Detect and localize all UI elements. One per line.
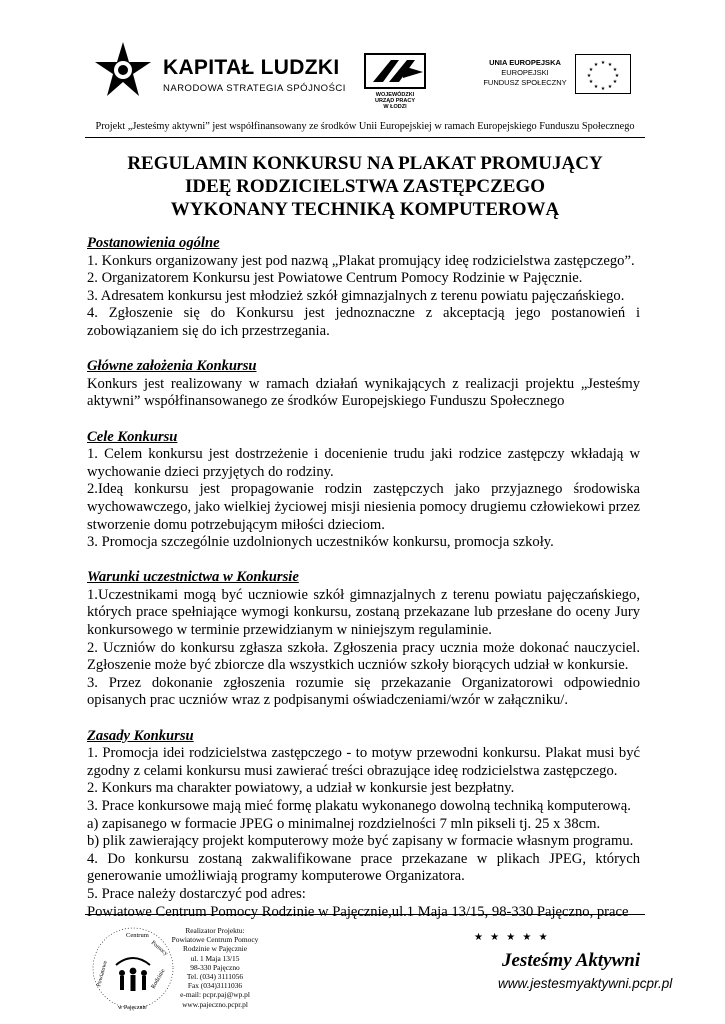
seal-text-bottom: w Pajęcznie xyxy=(118,1005,147,1011)
section-heading-rules: Zasady Konkursu xyxy=(87,727,194,744)
eu-text xyxy=(470,58,580,88)
section-heading-participation: Warunki uczestnictwa w Konkursie xyxy=(87,569,299,586)
paragraph: 5. Prace należy dostarczyć pod adres: xyxy=(87,885,306,902)
paragraph: Powiatowe Centrum Pomocy Rodzinie w Pajęcznie,ul.1 Maja 13/15, 98-330 Pajęczno, prace xyxy=(87,903,629,920)
footer-info-line: www.pajeczno.pcpr.pl xyxy=(182,999,248,1009)
wup-line-2: URZĄD PRACY xyxy=(374,98,416,104)
title-line-1: REGULAMIN KONKURSU NA PLAKAT PROMUJĄCY xyxy=(127,153,603,174)
svg-text:★: ★ xyxy=(614,73,620,79)
paragraph: 3. Adresatem konkursu jest młodzież szkół gimnazjalnych z terenu powiatu pajęczańskiego. xyxy=(87,287,625,304)
footer-info-line: Tel. (034) 3111056 xyxy=(186,972,244,982)
paragraph: 3. Przez dokonanie zgłoszenia rozumie się przekazanie Organizatorowi odpowiednio opisanych prac uczniów wraz z podpisanymi oświadczeniami/wzór w załączniku/. xyxy=(87,674,640,709)
svg-text:★: ★ xyxy=(607,84,613,90)
seal-text-bottom-right: Rodzinie xyxy=(150,968,167,990)
paragraph: 3. Prace konkursowe mają mieć formę plakatu wykonanego dowolną techniką komputerową. xyxy=(87,798,631,814)
footer-info-line: ul. 1 Maja 13/15 xyxy=(190,953,240,963)
paragraph: b) plik zawierający projekt komputerowy może być zapisany w formacie własnym programu. xyxy=(87,833,634,850)
svg-text:★: ★ xyxy=(600,86,606,92)
logo-name: Jesteśmy Aktywni xyxy=(502,950,641,971)
section-heading-goals: Cele Konkursu xyxy=(87,428,178,445)
svg-text:★: ★ xyxy=(588,67,594,73)
footer-contact-info xyxy=(160,926,270,1009)
document-body xyxy=(87,235,640,921)
svg-text:★: ★ xyxy=(612,79,618,85)
paragraph: 3. Promocja szczególnie uzdolnionych uczestników konkursu, promocja szkoły. xyxy=(87,534,554,551)
section-heading-main-assumptions: Główne założenia Konkursu xyxy=(87,358,257,375)
jestesmy-aktywni-logo xyxy=(474,930,673,1000)
paragraph: 1. Celem konkursu jest dostrzeżenie i docenienie trudu jaki rodzice zastępczy wkładają w wychowanie dzieci przyjętych do rodziny. xyxy=(87,446,640,480)
seal-text-left: Powiatowe xyxy=(96,960,109,988)
paragraph: 4. Zgłoszenie się do Konkursu jest jednoznaczne z akceptacją jego postanowień i zobowiązaniem się do ich przestrzegania. xyxy=(87,305,640,339)
logo-url: www.jestesmyaktywni.pcpr.pl xyxy=(498,976,673,991)
footer-info-line: Rodzinie w Pajęcznie xyxy=(182,944,248,954)
kapital-ludzki-subtitle: NARODOWA STRATEGIA SPÓJNOŚCI xyxy=(163,83,346,94)
paragraph: 4. Do konkursu zostaną zakwalifikowane prace przekazane w plikach JPEG, których generowanie umożliwiają programy komputerowe Organizatora. xyxy=(87,850,640,885)
header-divider xyxy=(85,137,645,138)
project-cofinancing-line: Projekt „Jesteśmy aktywni” jest współfinansowany ze środków Unii Europejskiej w ramach Europejskiego Funduszu Społecznego xyxy=(95,121,635,132)
paragraph: 1. Konkurs organizowany jest pod nazwą „Plakat promujący ideę rodzicielstwa zastępczego”. xyxy=(87,252,635,269)
paragraph: Konkurs jest realizowany w ramach działań wynikających z realizacji projektu „Jesteśmy aktywni” współfinansowanego ze środków Europejskiego Funduszu Społecznego xyxy=(87,375,640,410)
svg-text:★: ★ xyxy=(607,62,613,68)
svg-text:★: ★ xyxy=(593,62,599,68)
svg-text:★: ★ xyxy=(588,79,594,85)
document-title xyxy=(85,152,645,221)
svg-text:★: ★ xyxy=(600,60,606,66)
svg-text:★: ★ xyxy=(593,84,599,90)
kapital-ludzki-logo xyxy=(93,40,153,104)
paragraph: 2.Ideą konkursu jest propagowanie rodzin zastępczych jako przyjaznego środowiska wychowawczego, jako wielkiej życiowej misji niesienia pomocy drugiemu człowiekowi przez stworzenie domu potrzebującym miłości dzieciom. xyxy=(87,481,640,533)
eu-line-2: EUROPEJSKI xyxy=(501,68,549,77)
header-logos xyxy=(85,30,645,110)
paragraph: 1. Promocja idei rodzicielstwa zastępczego - to motyw przewodni konkursu. Plakat musi być zgodny z celami konkursu musi zawierać treści obrazujące ideę rodzicielstwa zastępczego. xyxy=(87,745,640,779)
seal-text-top: Centrum xyxy=(126,932,149,939)
title-line-2: IDEĘ RODZICIELSTWA ZASTĘPCZEGO xyxy=(184,176,546,197)
paragraph: 2. Uczniów do konkursu zgłasza szkoła. Zgłoszenia pracy ucznia może dokonać nauczyciel. Zgłoszenie może być zbiorcze dla wszystkich uczniów szkoły biorących udział w konkursie. xyxy=(87,639,640,674)
footer-info-line: 98-330 Pajęczno xyxy=(190,962,240,972)
kapital-ludzki-title: KAPITAŁ LUDZKI xyxy=(163,56,340,79)
wup-line-1: WOJEWÓDZKI xyxy=(375,92,415,98)
footer-info-line: Realizator Projektu: xyxy=(185,926,245,935)
seal-text-right: Pomocy xyxy=(149,939,169,958)
paragraph: 1.Uczestnikami mogą być uczniowie szkół gimnazjalnych z terenu powiatu pajęczańskiego, których prace spełniające wymogi konkursu, zostaną przekazane lub przesłane do oceny Jury konkursowego w terminie przewidzianym w niniejszym regulaminie. xyxy=(87,586,640,639)
section-heading-general: Postanowienia ogólne xyxy=(87,235,220,251)
paragraph: a) zapisanego w formacie JPEG o minimalnej rozdzielności 7 mln pikseli tj. 25 x 38cm. xyxy=(87,815,601,832)
title-line-3: WYKONANY TECHNIKĄ KOMPUTEROWĄ xyxy=(170,199,560,220)
eu-line-3: FUNDUSZ SPOŁECZNY xyxy=(483,78,567,87)
svg-text:★: ★ xyxy=(612,67,618,73)
svg-text:★: ★ xyxy=(586,73,592,79)
eu-flag-icon xyxy=(575,54,631,94)
paragraph: 2. Konkurs ma charakter powiatowy, a udział w konkursie jest bezpłatny. xyxy=(87,780,515,797)
footer-info-line: Powiatowe Centrum Pomocy xyxy=(171,935,259,945)
wup-line-3: W ŁODZI xyxy=(383,104,407,110)
stars-icon: ★ ★ ★ ★ ★ xyxy=(474,932,550,943)
footer-info-line: Fax (034)3111036 xyxy=(187,981,243,991)
footer-divider xyxy=(85,914,645,915)
paragraph: 2. Organizatorem Konkursu jest Powiatowe Centrum Pomocy Rodzinie w Pajęcznie. xyxy=(87,270,583,287)
eu-title: UNIA EUROPEJSKA xyxy=(489,58,561,67)
footer-info-line: e-mail: pcpr.paj@wp.pl xyxy=(180,990,250,1000)
wup-lodz-logo xyxy=(363,52,427,112)
